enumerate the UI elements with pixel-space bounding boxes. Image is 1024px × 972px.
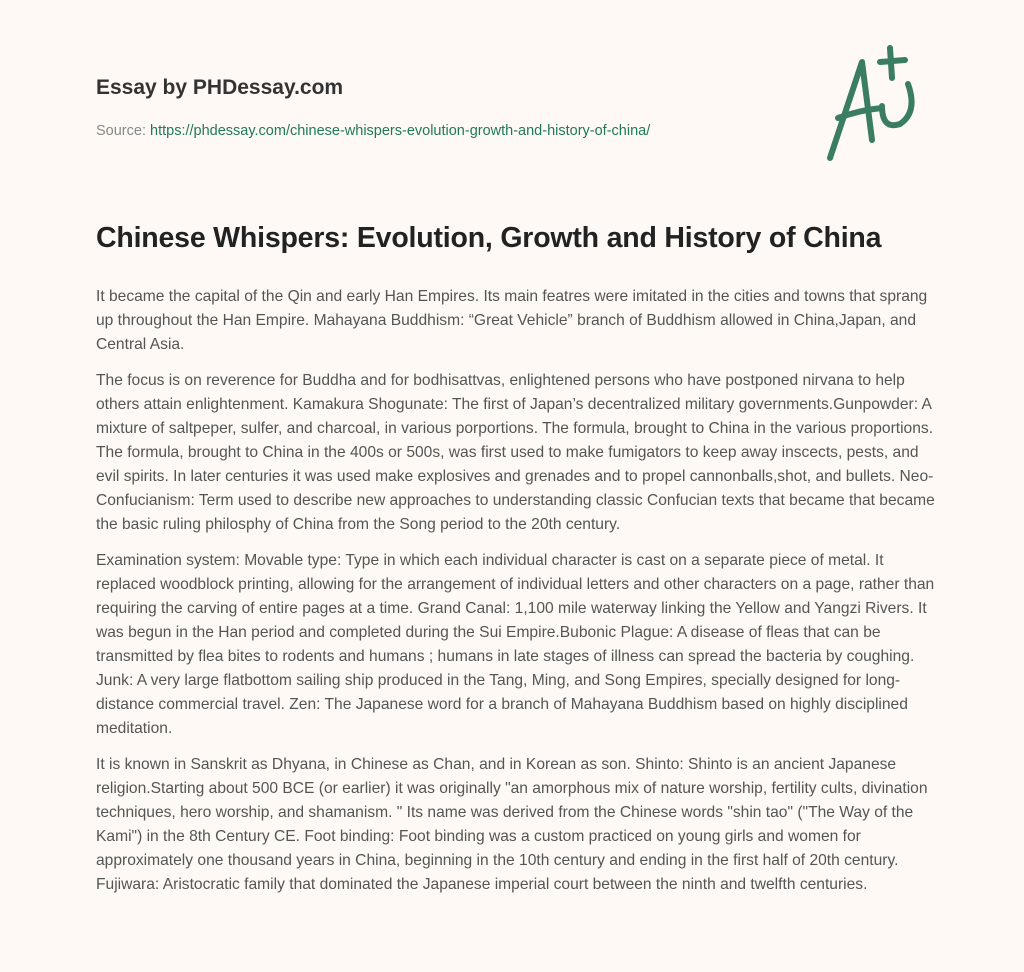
site-title: Essay by PHDessay.com — [96, 76, 344, 99]
source-link[interactable]: https://phdessay.com/chinese-whispers-evolution-growth-and-history-of-china/ — [150, 123, 651, 139]
paragraph: The focus is on reverence for Buddha and for bodhisattvas, enlightened persons who have postponed nirvana to help others attain enlightenment. Kamakura Shogunate: The first of Japan’s decentralized military governments.Gunpowder: A mixture of saltpeper, sulfer, and charcoal, in various porportions. The formula, brought to China in the various proportions. The formula, brought to China in the 400s or 500s, was first used to make fumigators to keep away inscects, pests, and evil spirits. In later centuries it was used make explosives and grenades and to propel cannonballs,shot, and bullets. Neo-Confucianism: Term used to describe new approaches to understanding classic Confucian texts that became that became the basic ruling philosphy of China from the Song period to the 20th century. — [96, 372, 935, 533]
paragraph: Examination system: Movable type: Type in which each individual character is cast on a separate piece of metal. It replaced woodblock printing, allowing for the arrangement of individual letters and other characters on a page, rather than requiring the carving of entire pages at a time. Grand Canal: 1,100 mile waterway linking the Yellow and Yangzi Rivers. It was begun in the Han period and completed during the Sui Empire.Bubonic Plague: A disease of fleas that can be transmitted by flea bites to rodents and humans ; humans in late stages of illness can spread the bacteria by coughing. Junk: A very large flatbottom sailing ship produced in the Tang, Ming, and Song Empires, specially designed for long-distance commercial travel. Zen: The Japanese word for a branch of Mahayana Buddhism based on highly disciplined meditation. — [96, 552, 935, 737]
article-body — [96, 285, 938, 909]
source-label: Source: — [96, 123, 146, 139]
a-plus-logo-icon — [820, 40, 930, 165]
paragraph: It became the capital of the Qin and early Han Empires. Its main featres were imitated in the cities and towns that sprang up throughout the Han Empire. Mahayana Buddhism: “Great Vehicle” branch of Buddhism allowed in China,Japan, and Central Asia. — [96, 288, 928, 353]
paragraph: It is known in Sanskrit as Dhyana, in Chinese as Chan, and in Korean as son. Shinto: Shinto is an ancient Japanese religion.Starting about 500 BCE (or earlier) it was originally "an amorphous mix of nature worship, fertility cults, divination techniques, hero worship, and shamanism. " Its name was derived from the Chinese words "shin tao" ("The Way of the Kami") in the 8th Century CE. Foot binding: Foot binding was a custom practiced on young girls and women for approximately one thousand years in China, beginning in the 10th century and ending in the first half of 20th century. Fujiwara: Aristocratic family that dominated the Japanese imperial court between the ninth and twelfth centuries. — [96, 756, 928, 893]
source-line — [96, 123, 650, 139]
article-title: Chinese Whispers: Evolution, Growth and History of China — [96, 222, 882, 254]
